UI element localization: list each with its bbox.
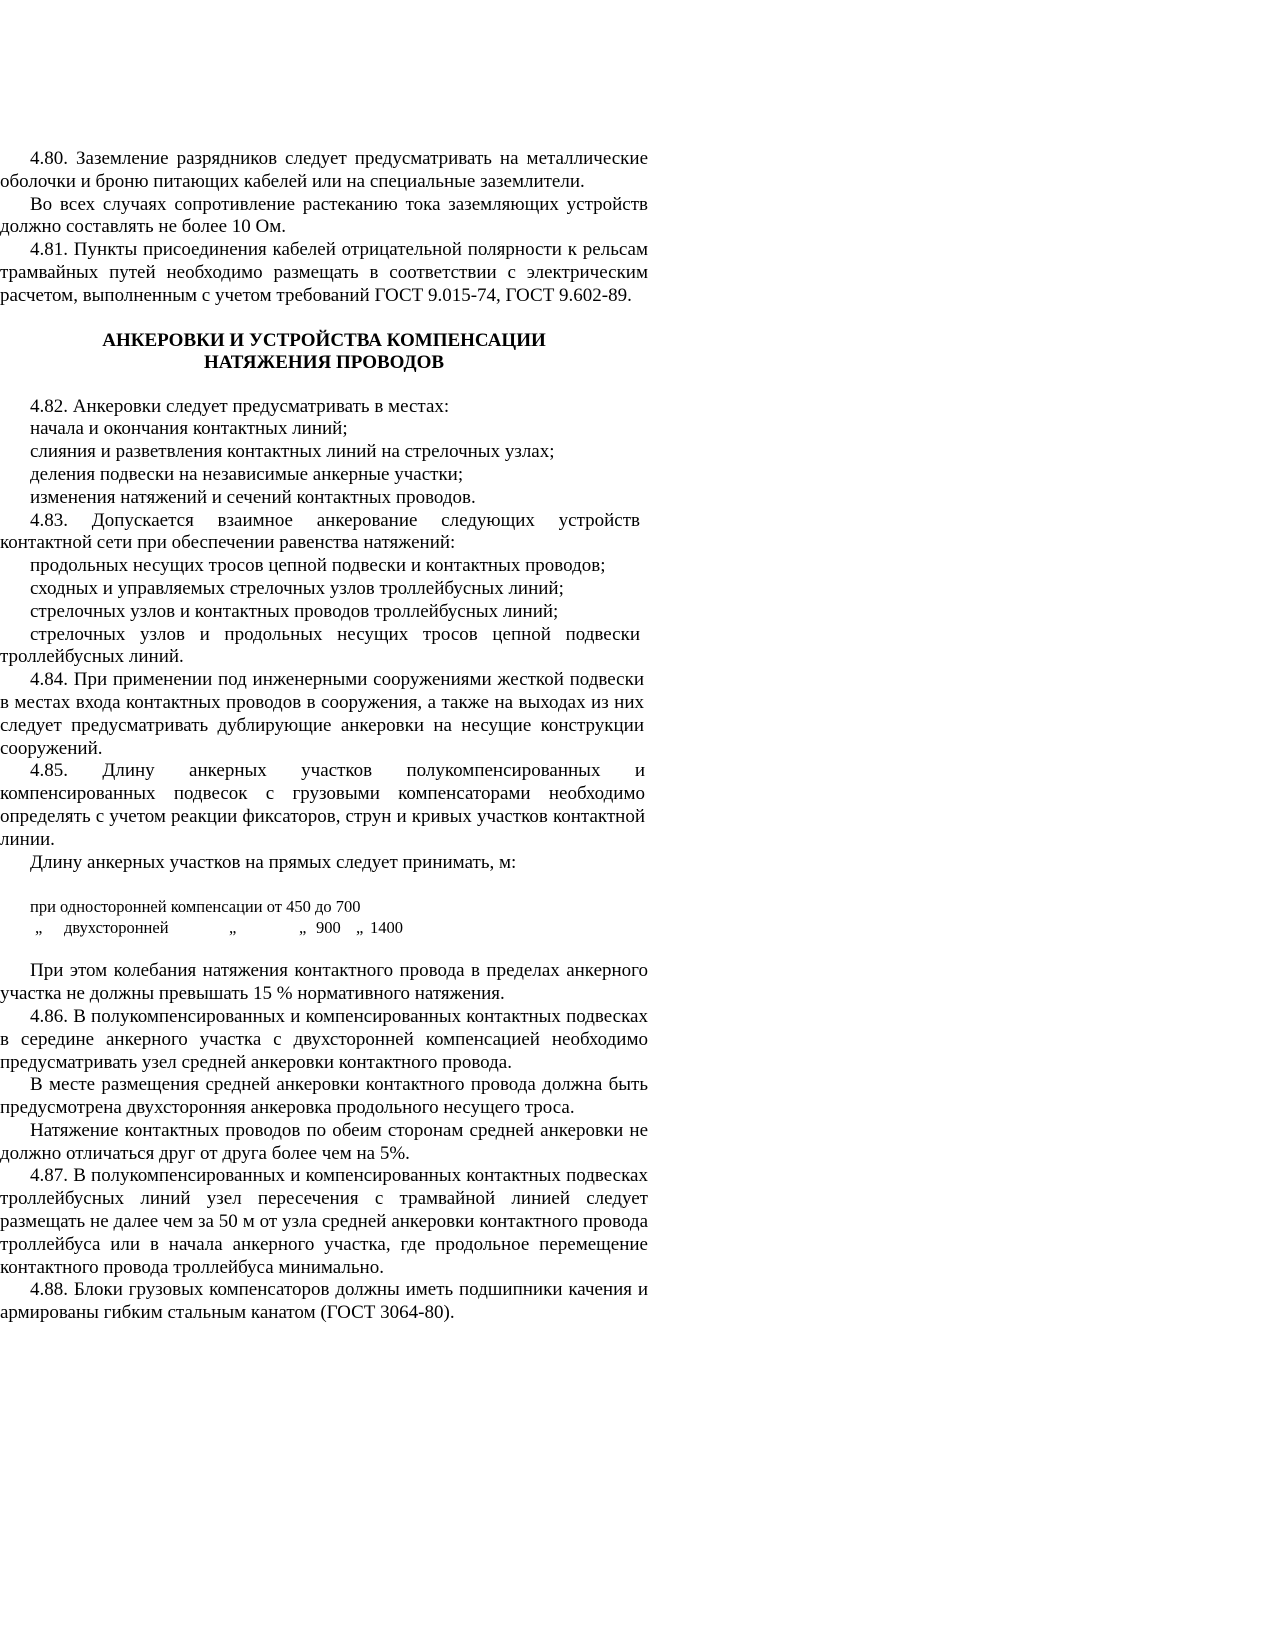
paragraph: В месте размещения средней анкеровки контактного провода должна быть предусмотрена двухсторонняя анкеровка продольного несущего троса.	[0, 1074, 648, 1119]
paragraph: 4.84. При применении под инженерными сооружениями жесткой подвески в местах входа контактных проводов в сооружения, а также на выходах из них следует предусматривать дублирующие анкеровки на несущие конструкции сооружений.	[0, 669, 644, 759]
table-cell: двухсторонней	[64, 918, 169, 938]
list-item: слияния и разветвления контактных линий на стрелочных узлах;	[30, 441, 555, 463]
table-cell: 900	[316, 918, 341, 938]
table-cell: 1400	[370, 918, 403, 938]
ditto-mark: „	[299, 918, 307, 938]
section-4-85b	[0, 960, 648, 1006]
anchor-length-table	[30, 896, 1275, 938]
section-4-83	[0, 510, 640, 670]
list-item: деления подвески на независимые анкерные участки;	[30, 463, 464, 485]
section-4-84	[0, 669, 644, 760]
paragraph: Во всех случаях сопротивление растеканию тока заземляющих устройств должно составлять не более 10 Ом.	[0, 193, 648, 238]
paragraph: 4.86. В полукомпенсированных и компенсированных контактных подвесках в середине анкерного участка с двухсторонней компенсацией необходимо предусматривать узел средней анкеровки контактного провода.	[0, 1005, 648, 1073]
section-4-87	[0, 1165, 648, 1325]
heading-line: НАТЯЖЕНИЯ ПРОВОДОВ	[203, 351, 445, 373]
document-page	[0, 148, 1275, 1325]
list-item: изменения натяжений и сечений контактных проводов.	[30, 486, 476, 508]
section-4-85	[0, 760, 645, 874]
list-item: начала и окончания контактных линий;	[30, 418, 348, 440]
table-cell: при односторонней компенсации от 450 до 700	[30, 897, 361, 917]
ditto-mark: „	[229, 918, 237, 938]
list-item: продольных несущих тросов цепной подвески и контактных проводов;	[30, 555, 606, 577]
list-item: сходных и управляемых стрелочных узлов троллейбусных линий;	[30, 577, 564, 599]
ditto-mark: „	[356, 918, 364, 938]
section-4-82	[0, 396, 640, 510]
paragraph: Натяжение контактных проводов по обеим сторонам средней анкеровки не должно отличаться друг от друга более чем на 5%.	[0, 1119, 648, 1164]
heading-line: АНКЕРОВКИ И УСТРОЙСТВА КОМПЕНСАЦИИ	[102, 329, 546, 351]
section-4-86	[0, 1006, 648, 1166]
paragraph: 4.87. В полукомпенсированных и компенсированных контактных подвесках троллейбусных линий узел пересечения с трамвайной линией следует размещать не далее чем за 50 м от узла средней анкеровки контактного провода троллейбуса или в начала анкерного участка, где продольное перемещение контактного провода троллейбуса минимально.	[0, 1165, 648, 1278]
paragraph: 4.80. Заземление разрядников следует предусматривать на металлические оболочки и броню питающих кабелей или на специальные заземлители.	[0, 148, 648, 192]
paragraph: Длину анкерных участков на прямых следует принимать, м:	[30, 851, 517, 873]
paragraph: 4.81. Пункты присоединения кабелей отрицательной полярности к рельсам трамвайных путей необходимо размещать в соответствии с электрическим расчетом, выполненным с учетом требований ГОСТ 9.015-74, ГОСТ 9.602-89.	[0, 239, 648, 306]
ditto-mark: „	[35, 918, 43, 938]
table-row	[30, 896, 1275, 917]
list-item: стрелочных узлов и контактных проводов троллейбусных линий;	[30, 600, 559, 622]
paragraph: 4.85. Длину анкерных участков полукомпенсированных и компенсированных подвесок с грузовыми компенсаторами необходимо определять с учетом реакции фиксаторов, струн и кривых участков контактной линии.	[0, 760, 645, 850]
paragraph: 4.82. Анкеровки следует предусматривать в местах:	[30, 395, 450, 417]
section-heading	[0, 330, 648, 374]
table-row	[30, 917, 1275, 938]
paragraph: При этом колебания натяжения контактного провода в пределах анкерного участка не должны превышать 15 % нормативного натяжения.	[0, 960, 648, 1005]
paragraph: 4.88. Блоки грузовых компенсаторов должны иметь подшипники качения и армированы гибким стальным канатом (ГОСТ 3064-80).	[0, 1279, 648, 1324]
list-item: стрелочных узлов и продольных несущих тросов цепной подвески троллейбусных линий.	[0, 623, 640, 668]
paragraph: 4.83. Допускается взаимное анкерование следующих устройств контактной сети при обеспечении равенства натяжений:	[0, 509, 640, 554]
section-4-80	[0, 148, 648, 308]
